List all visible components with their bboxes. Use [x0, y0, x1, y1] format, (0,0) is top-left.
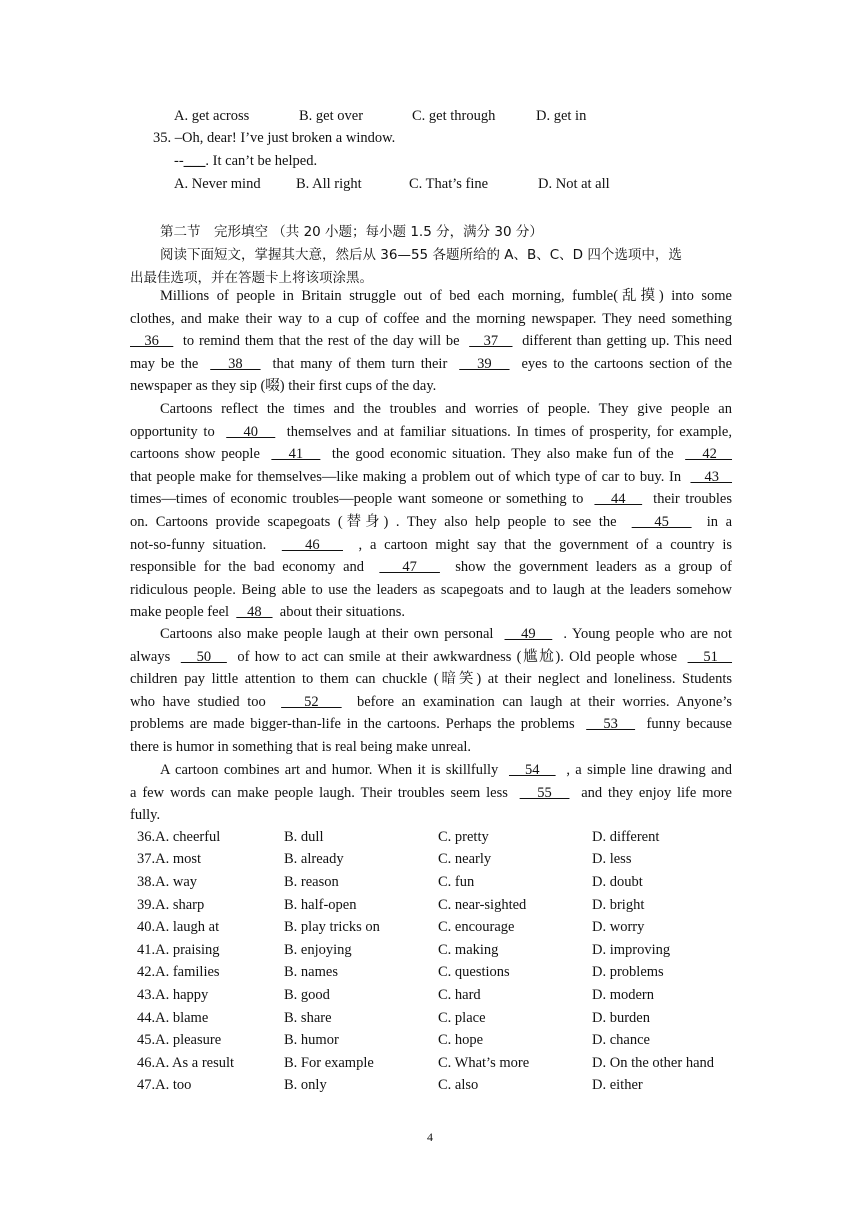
section-instructions-line1: 阅读下面短文，掌握其大意，然后从 36—55 各题所给的 A、B、C、D 四个选项中，选 [160, 247, 682, 263]
choice-option: 42.A. families [137, 964, 220, 981]
q34-option-d: D. get in [536, 108, 587, 124]
passage-line: make people feel 48 about their situations. [130, 604, 406, 621]
choice-option: C. making [438, 941, 499, 958]
passage-paragraph-1 [130, 285, 732, 398]
passage-line: newspaper as they sip (啜) their first cups of the day. [130, 378, 437, 395]
choice-option: C. encourage [438, 919, 515, 936]
passage-line: who have studied too 52 before an examination can laugh at their worries. Anyone’s [130, 693, 732, 710]
q35-option-d: D. Not at all [538, 176, 610, 192]
choice-option: B. half-open [284, 896, 357, 913]
blank-49: 49 [504, 626, 553, 642]
choice-option: 38.A. way [137, 873, 198, 890]
blank-38: 38 [210, 355, 261, 372]
choice-row [137, 894, 714, 917]
blank-39: 39 [459, 355, 510, 372]
passage-paragraph-3 [130, 623, 732, 759]
choice-option: C. questions [438, 964, 510, 981]
q35-reply-prefix: -- [174, 153, 184, 169]
passage-line: there is humor in something that is real being make unreal. [130, 738, 472, 755]
blank-55: 55 [519, 784, 570, 801]
choice-option: D. bright [592, 896, 645, 913]
choice-option: C. What’s more [438, 1054, 530, 1071]
choice-option: B. For example [284, 1054, 374, 1071]
choice-option: B. only [284, 1077, 327, 1094]
choice-option: B. names [284, 964, 338, 981]
choice-row [137, 1052, 714, 1075]
passage-line: responsible for the bad economy and 47 show the government leaders as a group of [130, 559, 732, 576]
choice-option: 36.A. cheerful [137, 828, 221, 845]
choice-option: D. different [592, 828, 660, 845]
q35-reply-suffix: . It can’t be helped. [205, 153, 318, 169]
blank-44: 44 [594, 491, 643, 508]
choice-option: 43.A. happy [137, 986, 209, 1003]
choice-option: B. play tricks on [284, 919, 380, 936]
choice-option: B. humor [284, 1032, 339, 1049]
passage-line: opportunity to 40 themselves and at familiar situations. In times of prosperity, for example, [130, 423, 732, 440]
choice-option: C. hard [438, 986, 481, 1003]
q35-reply [174, 153, 317, 170]
passage-line: always 50 of how to act can smile at their awkwardness (尴尬). Old people whose 51 [130, 648, 733, 665]
blank-36: 36 [130, 333, 174, 350]
choice-option: 40.A. laugh at [137, 919, 220, 936]
choice-option: D. modern [592, 986, 655, 1003]
passage-line: cartoons show people 41 the good economic situation. They also make fun of the 42 [130, 446, 733, 463]
choice-option: D. burden [592, 1009, 650, 1026]
passage-line: not-so-funny situation. 46 , a cartoon might say that the government of a country is [130, 536, 732, 553]
cloze-choices-table [137, 826, 714, 1097]
blank-43: 43 [690, 468, 733, 485]
choice-row [137, 1007, 714, 1030]
section-instructions-line2: 出最佳选项，并在答题卡上将该项涂黑。 [130, 270, 373, 286]
choice-option: 45.A. pleasure [137, 1032, 222, 1049]
passage-line: a few words can make people laugh. Their troubles seem less 55 and they enjoy life more [130, 784, 732, 801]
choice-row [137, 916, 714, 939]
choice-option: D. doubt [592, 873, 643, 890]
choice-option: 44.A. blame [137, 1009, 209, 1026]
blank-52: 52 [281, 693, 342, 710]
choice-option: C. pretty [438, 828, 489, 845]
choice-option: D. less [592, 851, 632, 868]
blank-48: 48 [236, 604, 273, 621]
choice-option: B. good [284, 986, 330, 1003]
choice-option: D. problems [592, 964, 664, 981]
choice-row [137, 962, 714, 985]
section-heading: 第二节 完形填空 （共 20 小题；每小题 1.5 分，满分 30 分） [160, 224, 543, 240]
passage-line: Millions of people in Britain struggle out of bed each morning, fumble(乱摸) into some [160, 288, 732, 304]
q35-reply-blank: ___ [183, 153, 206, 169]
choice-option: 47.A. too [137, 1077, 192, 1094]
choice-row [137, 871, 714, 894]
q35-stem: 35. –Oh, dear! I’ve just broken a window. [153, 130, 396, 146]
choice-option: 39.A. sharp [137, 896, 205, 913]
choice-option: C. fun [438, 873, 475, 890]
choice-option: C. also [438, 1077, 479, 1094]
choice-option: C. hope [438, 1032, 484, 1049]
blank-37: 37 [469, 333, 513, 350]
choice-row [137, 939, 714, 962]
choice-option: B. reason [284, 873, 339, 890]
choice-row [137, 984, 714, 1007]
choice-option: B. already [284, 851, 344, 868]
q35-option-a: A. Never mind [174, 176, 261, 192]
page-number: 4 [427, 1130, 433, 1144]
q34-option-c: C. get through [412, 108, 496, 124]
choice-option: D. improving [592, 941, 671, 958]
passage-paragraph-2 [130, 398, 732, 624]
q35-option-c: C. That’s fine [409, 176, 489, 192]
choice-row [137, 849, 714, 872]
choice-row [137, 1075, 714, 1098]
blank-45: 45 [631, 513, 692, 530]
passage-line: on. Cartoons provide scapegoats (替身) . They also help people to see the 45 in a [130, 513, 733, 530]
choice-option: 46.A. As a result [137, 1054, 235, 1071]
passage-line: fully. [130, 807, 161, 824]
choice-option: D. worry [592, 919, 645, 936]
q34-option-a: A. get across [174, 108, 250, 124]
q35-option-b: B. All right [296, 176, 362, 192]
choice-option: B. dull [284, 828, 324, 845]
passage-line: that people make for themselves—like making a problem out of which type of car to buy. In 43 [130, 468, 733, 485]
passage-line: problems are made bigger-than-life in the cartoons. Perhaps the problems 53 funny because [130, 716, 732, 733]
passage-line: A cartoon combines art and humor. When it is skillfully 54 , a simple line drawing and [160, 762, 733, 778]
choice-option: 41.A. praising [137, 941, 220, 958]
blank-47: 47 [379, 559, 440, 576]
q34-option-b: B. get over [299, 108, 364, 124]
blank-46: 46 [281, 536, 343, 553]
passage-paragraph-4 [130, 759, 732, 827]
blank-50: 50 [180, 648, 227, 665]
choice-option: C. nearly [438, 851, 492, 868]
passage-line: 36 to remind them that the rest of the day will be 37 different than getting up. This need [130, 333, 732, 350]
choice-option: B. share [284, 1009, 332, 1026]
choice-option: 37.A. most [137, 851, 202, 868]
choice-option: D. either [592, 1077, 643, 1094]
blank-41: 41 [271, 446, 321, 463]
passage-line: Cartoons reflect the times and the troubles and worries of people. They give people an [160, 401, 732, 417]
blank-53: 53 [586, 716, 636, 733]
passage-line: clothes, and make their way to a cup of coffee and the morning newspaper. They need something [130, 310, 732, 327]
blank-42: 42 [685, 446, 733, 463]
choice-row [137, 826, 714, 849]
choice-option: C. place [438, 1009, 486, 1026]
choice-row [137, 1029, 714, 1052]
blank-40: 40 [226, 423, 276, 440]
passage-line: times—times of economic troubles—people want someone or something to 44 their troubles [130, 491, 732, 508]
passage-line: may be the 38 that many of them turn their 39 eyes to the cartoons section of the [130, 355, 733, 372]
blank-54: 54 [508, 762, 556, 778]
passage-line: children pay little attention to them can chuckle (暗笑) at their neglect and loneliness. Students [130, 671, 732, 688]
passage-line: Cartoons also make people laugh at their own personal 49 . Young people who are not [160, 626, 733, 642]
choice-option: C. near-sighted [438, 896, 527, 913]
choice-option: D. chance [592, 1032, 650, 1049]
choice-option: B. enjoying [284, 941, 352, 958]
choice-option: D. On the other hand [592, 1054, 715, 1071]
blank-51: 51 [687, 648, 733, 665]
passage-line: ridiculous people. Being able to use the leaders as scapegoats and to laugh at the leaders somehow [130, 581, 732, 598]
